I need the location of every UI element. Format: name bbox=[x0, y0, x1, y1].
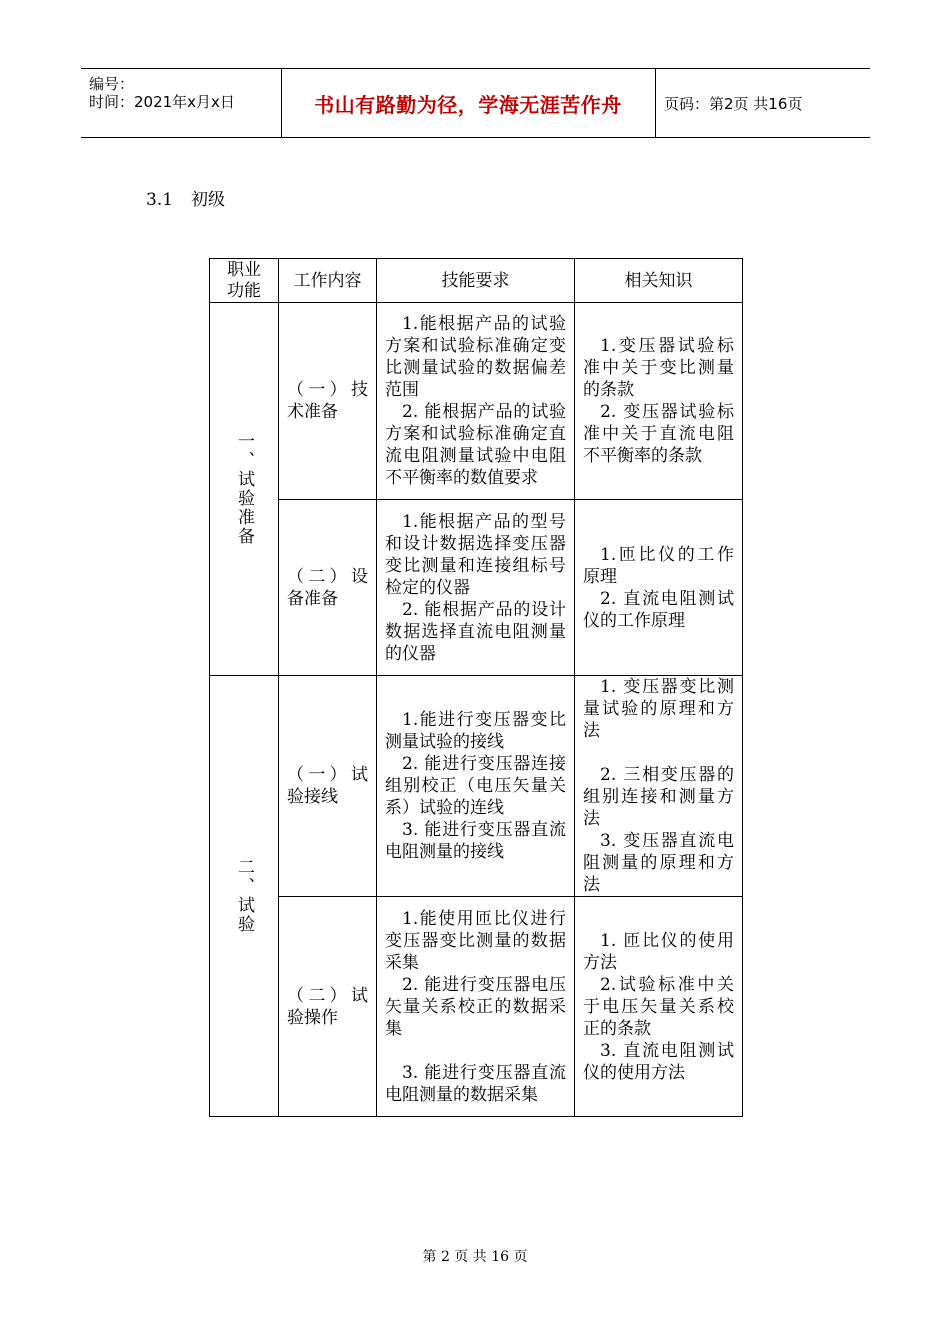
skill-item: 1.能根据产品的试验方案和试验标准确定变比测量试验的数据偏差范围 bbox=[385, 314, 566, 400]
knowledge-item: 2. 变压器试验标准中关于直流电阻不平衡率的条款 bbox=[583, 402, 734, 466]
header-motto-cell bbox=[281, 69, 656, 137]
header-motto: 书山有路勤为径，学海无涯苦作舟 bbox=[314, 92, 622, 117]
skill-item: 3. 能进行变压器直流电阻测量的数据采集 bbox=[385, 1062, 566, 1105]
skill-item: 1.能根据产品的型号和设计数据选择变压器变比测量和连接组标号检定的仪器 bbox=[385, 511, 566, 598]
document-time-label: 时间：2021年x月x日 bbox=[89, 93, 235, 111]
page-header bbox=[81, 68, 870, 138]
skill-item: 1.能使用匝比仪进行变压器变比测量的数据采集 bbox=[385, 908, 566, 973]
section-number: 3.1 bbox=[146, 190, 174, 210]
knowledge-item: 2. 三相变压器的组别连接和测量方法 bbox=[583, 765, 734, 829]
function-label: 一、试验准备 bbox=[234, 432, 254, 546]
knowledge-cell bbox=[575, 676, 743, 897]
header-page-cell bbox=[656, 69, 870, 137]
header-meta-cell bbox=[81, 69, 282, 137]
header-skills: 技能要求 bbox=[377, 259, 575, 303]
skill-item: 2. 能根据产品的设计数据选择直流电阻测量的仪器 bbox=[385, 599, 566, 664]
knowledge-cell bbox=[575, 897, 743, 1117]
table-row bbox=[210, 897, 743, 1117]
content-label: （二）设备准备 bbox=[287, 566, 368, 609]
skill-item: 1.能进行变压器变比测量试验的接线 bbox=[385, 710, 566, 752]
content-cell bbox=[279, 500, 377, 676]
skill-item: 2. 能根据产品的试验方案和试验标准确定直流电阻测量试验中电阻不平衡率的数值要求 bbox=[385, 402, 566, 488]
knowledge-item: 1. 匝比仪的使用方法 bbox=[583, 930, 734, 973]
header-content: 工作内容 bbox=[279, 259, 377, 303]
skills-cell bbox=[377, 676, 575, 897]
skills-table bbox=[209, 258, 743, 1117]
skill-item: 2. 能进行变压器连接组别校正（电压矢量关系）试验的连线 bbox=[385, 754, 566, 818]
knowledge-item: 1. 变压器变比测量试验的原理和方法 bbox=[583, 677, 734, 741]
section-title: 初级 bbox=[191, 190, 226, 210]
content-label: （二）试验操作 bbox=[287, 985, 368, 1028]
skill-item: 2. 能进行变压器电压矢量关系校正的数据采集 bbox=[385, 974, 566, 1039]
content-cell bbox=[279, 303, 377, 500]
knowledge-item: 2. 直流电阻测试仪的工作原理 bbox=[583, 588, 734, 631]
function-cell bbox=[210, 676, 279, 1117]
skills-cell bbox=[377, 897, 575, 1117]
skills-cell bbox=[377, 303, 575, 500]
skill-item: 3. 能进行变压器直流电阻测量的接线 bbox=[385, 820, 566, 862]
table-header-row bbox=[210, 259, 743, 303]
knowledge-item: 3. 变压器直流电阻测量的原理和方法 bbox=[583, 831, 734, 895]
knowledge-item: 2.试验标准中关于电压矢量关系校正的条款 bbox=[583, 974, 734, 1039]
header-knowledge: 相关知识 bbox=[575, 259, 743, 303]
section-heading bbox=[146, 185, 225, 210]
function-cell bbox=[210, 303, 279, 676]
header-function: 职业功能 bbox=[210, 259, 279, 303]
content-label: （一）试验接线 bbox=[287, 765, 368, 807]
knowledge-item: 1.变压器试验标准中关于变比测量的条款 bbox=[583, 336, 734, 400]
knowledge-item: 1.匝比仪的工作原理 bbox=[583, 544, 734, 587]
document-number-label: 编号： bbox=[89, 75, 135, 93]
header-page-label: 页码：第2页 共16页 bbox=[664, 94, 803, 113]
table-row bbox=[210, 676, 743, 897]
page-footer: 第 2 页 共 16 页 bbox=[422, 1249, 528, 1265]
knowledge-item: 3. 直流电阻测试仪的使用方法 bbox=[583, 1040, 734, 1083]
table-row bbox=[210, 303, 743, 500]
knowledge-cell bbox=[575, 500, 743, 676]
content-cell bbox=[279, 897, 377, 1117]
table-row bbox=[210, 500, 743, 676]
skills-cell bbox=[377, 500, 575, 676]
knowledge-cell bbox=[575, 303, 743, 500]
content-label: （一）技术准备 bbox=[287, 380, 368, 422]
content-cell bbox=[279, 676, 377, 897]
function-label: 二、试验 bbox=[234, 858, 254, 934]
